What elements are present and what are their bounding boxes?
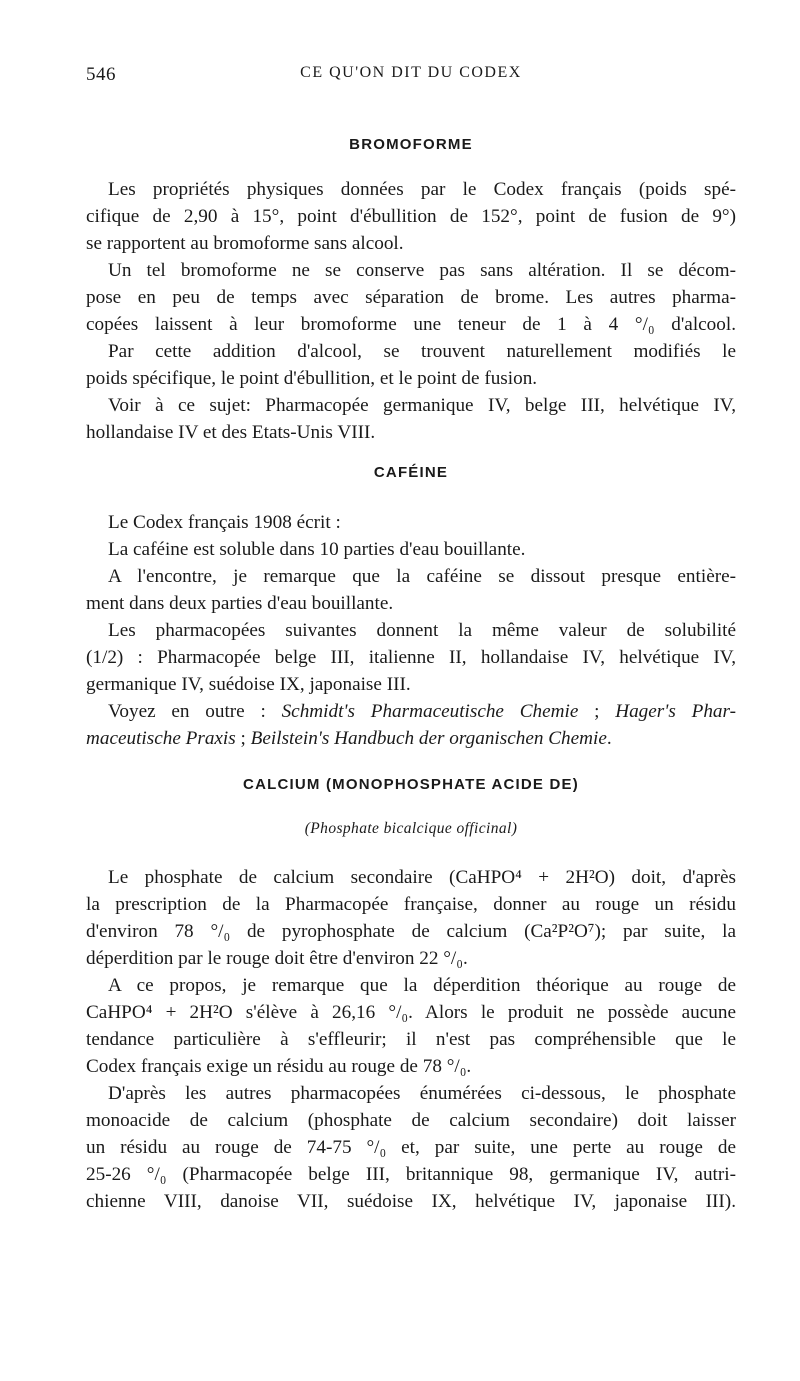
reference-hager-part1: Hager's Phar- <box>615 701 736 722</box>
running-title: CE QU'ON DIT DU CODEX <box>300 64 522 81</box>
text-line: déperdition par le rouge doit être d'environ 22 °/₀. <box>86 948 468 969</box>
separator: ; <box>578 701 616 722</box>
text-line: La caféine est soluble dans 10 parties d'eau bouillante. <box>108 539 526 560</box>
page-number: 546 <box>86 64 116 85</box>
separator: ; <box>235 728 251 749</box>
text-line: hollandaise IV et des Etats-Unis VIII. <box>86 422 376 443</box>
voyez-prefix: Voyez en outre : <box>108 701 282 722</box>
text-line: germanique IV, suédoise IX, japonaise III. <box>86 674 411 695</box>
text-line: d'environ 78 °/₀ de pyrophosphate de calcium (Ca²P²O⁷); par suite, la <box>86 921 736 942</box>
text-line: A ce propos, je remarque que la déperdition théorique au rouge de <box>108 975 736 996</box>
text-line: CaHPO⁴ + 2H²O s'élève à 26,16 °/₀. Alors le produit ne possède aucune <box>86 1002 736 1023</box>
running-head <box>86 64 736 88</box>
text-line: monoacide de calcium (phosphate de calcium secondaire) doit laisser <box>86 1110 736 1131</box>
text-line: ment dans deux parties d'eau bouillante. <box>86 593 394 614</box>
text-line: A l'encontre, je remarque que la caféine se dissout presque entière- <box>108 566 736 587</box>
text-line: D'après les autres pharmacopées énumérées ci-dessous, le phosphate <box>108 1083 736 1104</box>
text-line: chienne VIII, danoise VII, suédoise IX, helvétique IV, japonaise III). <box>86 1191 736 1212</box>
text-line: Le phosphate de calcium secondaire (CaHPO⁴ + 2H²O) doit, d'après <box>108 867 736 888</box>
text-line: cifique de 2,90 à 15°, point d'ébullition de 152°, point de fusion de 9°) <box>86 206 736 227</box>
text-line: pose en peu de temps avec séparation de brome. Les autres pharma- <box>86 287 736 308</box>
text-line: Voir à ce sujet: Pharmacopée germanique IV, belge III, helvétique IV, <box>108 395 736 416</box>
cafeine-text <box>86 509 736 752</box>
text-line: la prescription de la Pharmacopée française, donner au rouge un résidu <box>86 894 736 915</box>
heading-calcium: CALCIUM (MONOPHOSPHATE ACIDE DE) <box>243 776 579 793</box>
text-line: copées laissent à leur bromoforme une teneur de 1 à 4 °/₀ d'alcool. <box>86 314 736 335</box>
text-line: se rapportent au bromoforme sans alcool. <box>86 233 404 254</box>
bromoforme-text <box>86 176 736 446</box>
heading-cafeine: CAFÉINE <box>373 464 449 481</box>
period: . <box>606 728 612 749</box>
calcium-text <box>86 864 736 1215</box>
reference-hager-part2: maceutische Praxis <box>86 728 236 749</box>
reference-beilstein: Beilstein's Handbuch der organischen Chemie <box>250 728 607 749</box>
text-line: poids spécifique, le point d'ébullition, et le point de fusion. <box>86 368 538 389</box>
text-line: un résidu au rouge de 74-75 °/₀ et, par suite, une perte au rouge de <box>86 1137 736 1158</box>
text-line: tendance particulière à s'effleurir; il n'est pas compréhensible que le <box>86 1029 736 1050</box>
text-line: 25-26 °/₀ (Pharmacopée belge III, britannique 98, germanique IV, autri- <box>86 1164 736 1185</box>
heading-bromoforme: BROMOFORME <box>349 136 473 153</box>
text-line: Le Codex français 1908 écrit : <box>108 512 341 533</box>
text-line <box>86 698 736 725</box>
text-line: (1/2) : Pharmacopée belge III, italienne II, hollandaise IV, helvétique IV, <box>86 647 736 668</box>
subheading-calcium: (Phosphate bicalcique officinal) <box>304 820 518 837</box>
text-line <box>86 725 736 752</box>
reference-schmidt: Schmidt's Pharmaceutische Chemie <box>281 701 579 722</box>
text-line: Les pharmacopées suivantes donnent la même valeur de solubilité <box>108 620 736 641</box>
text-line: Codex français exige un résidu au rouge de 78 °/₀. <box>86 1056 472 1077</box>
text-line: Les propriétés physiques données par le Codex français (poids spé- <box>108 179 736 200</box>
text-line: Un tel bromoforme ne se conserve pas sans altération. Il se décom- <box>108 260 736 281</box>
text-line: Par cette addition d'alcool, se trouvent naturellement modifiés le <box>108 341 736 362</box>
